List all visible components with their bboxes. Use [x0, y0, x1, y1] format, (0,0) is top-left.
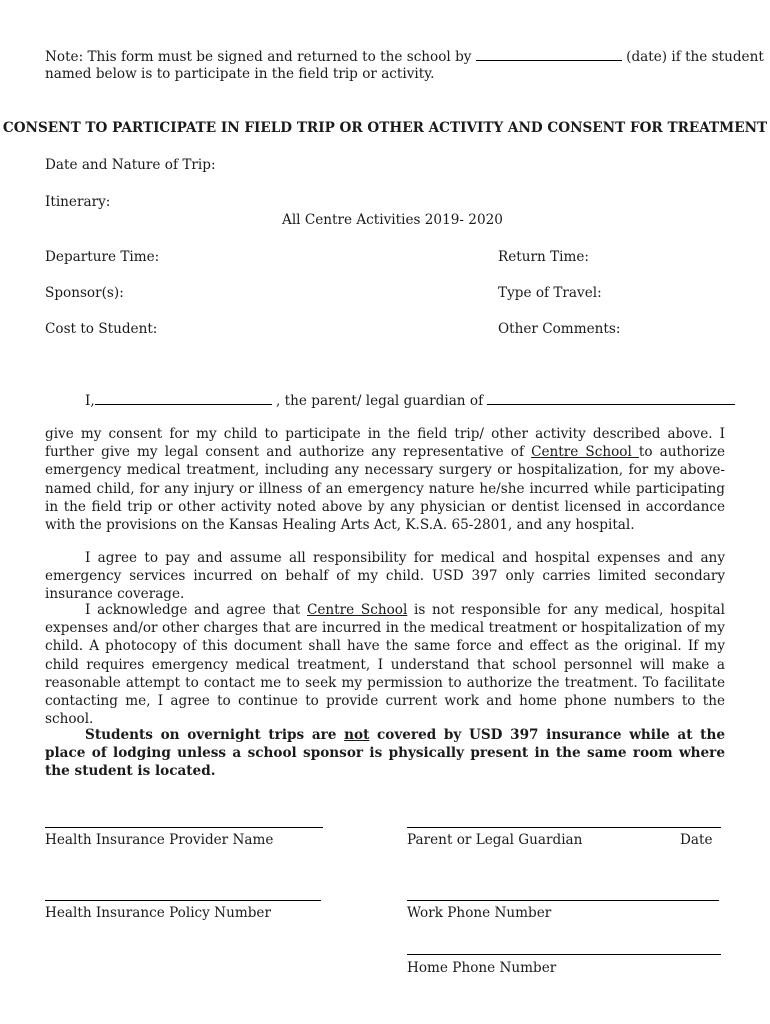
work-phone-line[interactable] — [407, 900, 719, 901]
ack-text-a: I acknowledge and agree that — [85, 602, 307, 618]
guardian-mid: , the parent/ legal guardian of — [276, 393, 484, 409]
date-nature-label: Date and Nature of Trip: — [45, 157, 216, 173]
guardian-signature-line[interactable] — [407, 827, 721, 828]
itinerary-label: Itinerary: — [45, 194, 111, 210]
policy-number-label: Health Insurance Policy Number — [45, 905, 271, 921]
consent-paragraph — [45, 425, 725, 534]
return-label: Return Time: — [498, 249, 590, 265]
note-prefix: Note: This form must be signed and returned to the school by — [45, 49, 472, 65]
warning-text-b: covered by USD 397 insurance while at the place of lodging unless a school sponsor is physically present in the same room where the student is located. — [45, 727, 725, 780]
travel-type-label: Type of Travel: — [498, 285, 602, 301]
comments-label: Other Comments: — [498, 321, 621, 337]
page-title: CONSENT TO PARTICIPATE IN FIELD TRIP OR OTHER ACTIVITY AND CONSENT FOR TREATMENT — [2, 120, 768, 136]
ack-text-b: is not responsible for any medical, hospital expenses and/or other charges that are incurred in the medical treatment or hospitalization of my child. A photocopy of this document shall have the same force and effect as the original. If my child requires emergency medical treatment, I understand that school personnel will make a reasonable attempt to contact me to seek my permission to authorize the treatment. To facilitate contacting me, I agree to continue to provide current work and home phone numbers to the school. — [45, 602, 725, 728]
guardian-statement — [85, 392, 735, 409]
expenses-paragraph: I agree to pay and assume all responsibility for medical and hospital expenses and any emergency services incurred on behalf of my child. USD 397 only carries limited secondary insurance coverage. — [45, 550, 725, 603]
note-line-1 — [45, 48, 764, 65]
child-name-blank[interactable] — [487, 392, 735, 405]
overnight-warning — [45, 726, 725, 781]
cost-label: Cost to Student: — [45, 321, 158, 337]
consent-text-a: give my consent for my child to participate in the field trip/ other activity described above. I further give my legal consent and authorize any representative of — [45, 426, 725, 461]
school-name: Centre School — [306, 602, 408, 618]
itinerary-value: All Centre Activities 2019- 2020 — [282, 212, 503, 228]
school-name: Centre School — [531, 444, 639, 461]
note-suffix: (date) if the student — [626, 49, 764, 65]
departure-label: Departure Time: — [45, 249, 160, 265]
insurance-provider-line[interactable] — [45, 827, 323, 828]
home-phone-line[interactable] — [407, 954, 721, 955]
sponsor-label: Sponsor(s): — [45, 285, 124, 301]
acknowledgement-paragraph — [45, 601, 725, 728]
work-phone-label: Work Phone Number — [407, 905, 552, 921]
consent-text-b: to authorize emergency medical treatment, including any necessary surgery or hospitalization, for my above-named child, for any injury or illness of an emergency nature he/she incurred while participating in the field trip or other activity noted above by any physician or dentist licensed in accordance with the provisions on the Kansas Healing Arts Act, K.S.A. 65-2801, and any hospital. — [45, 444, 725, 534]
insurance-provider-label: Health Insurance Provider Name — [45, 832, 274, 848]
warning-text-a: Students on overnight trips are — [85, 727, 345, 743]
signature-date-label: Date — [680, 832, 713, 848]
note-line-2: named below is to participate in the field trip or activity. — [45, 66, 435, 82]
home-phone-label: Home Phone Number — [407, 960, 557, 976]
return-date-blank[interactable] — [476, 48, 622, 61]
warning-not: not — [344, 727, 370, 743]
policy-number-line[interactable] — [45, 900, 321, 901]
guardian-i: I, — [85, 393, 95, 409]
guardian-name-blank[interactable] — [95, 392, 272, 405]
guardian-signature-label: Parent or Legal Guardian — [407, 832, 583, 848]
